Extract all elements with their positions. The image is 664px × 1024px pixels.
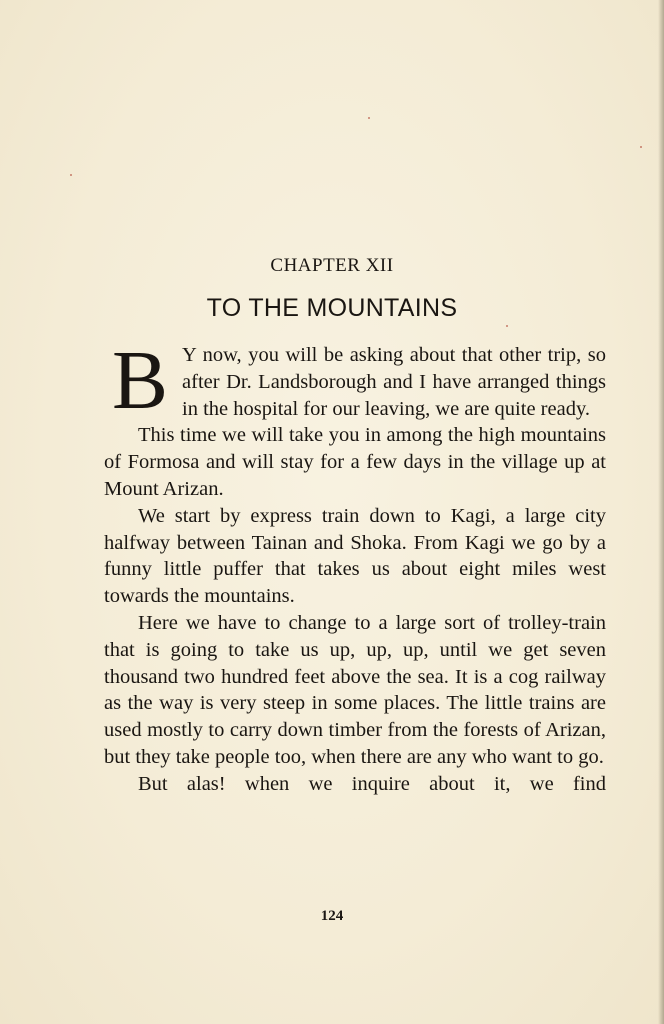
chapter-body	[104, 334, 606, 798]
paper-speck	[70, 174, 72, 176]
paragraph	[104, 334, 606, 427]
page-edge-shadow	[658, 0, 664, 1024]
paragraph: But alas! when we inquire about it, we find	[138, 772, 606, 795]
paragraph-text: Y now, you will be asking about that other trip, so after Dr. Landsborough and I have arranged things in the hospital for our leaving, we are quite ready.	[182, 344, 606, 420]
chapter-title: TO THE MOUNTAINS	[206, 294, 458, 322]
paragraph: We start by express train down to Kagi, a large city halfway between Tainan and Shoka. From Kagi we go by a funny little puffer that takes us about eight miles west towards the mountains.	[104, 504, 606, 608]
page-number: 124	[320, 908, 344, 924]
paper-speck	[368, 117, 370, 119]
drop-cap: B	[112, 334, 169, 427]
paper-speck	[640, 146, 642, 148]
paper-speck	[506, 325, 508, 327]
paragraph: Here we have to change to a large sort of trolley-train that is going to take us up, up, up, until we get seven thousand two hundred feet above the sea. It is a cog railway as the way is very steep in some places. The little trains are used mostly to carry down timber from the forests of Arizan, but they take people too, when there are any who want to go.	[104, 611, 606, 768]
paragraph: This time we will take you in among the high mountains of Formosa and will stay for a few days in the village up at Mount Arizan.	[104, 424, 606, 500]
chapter-number: CHAPTER XII	[270, 255, 394, 276]
